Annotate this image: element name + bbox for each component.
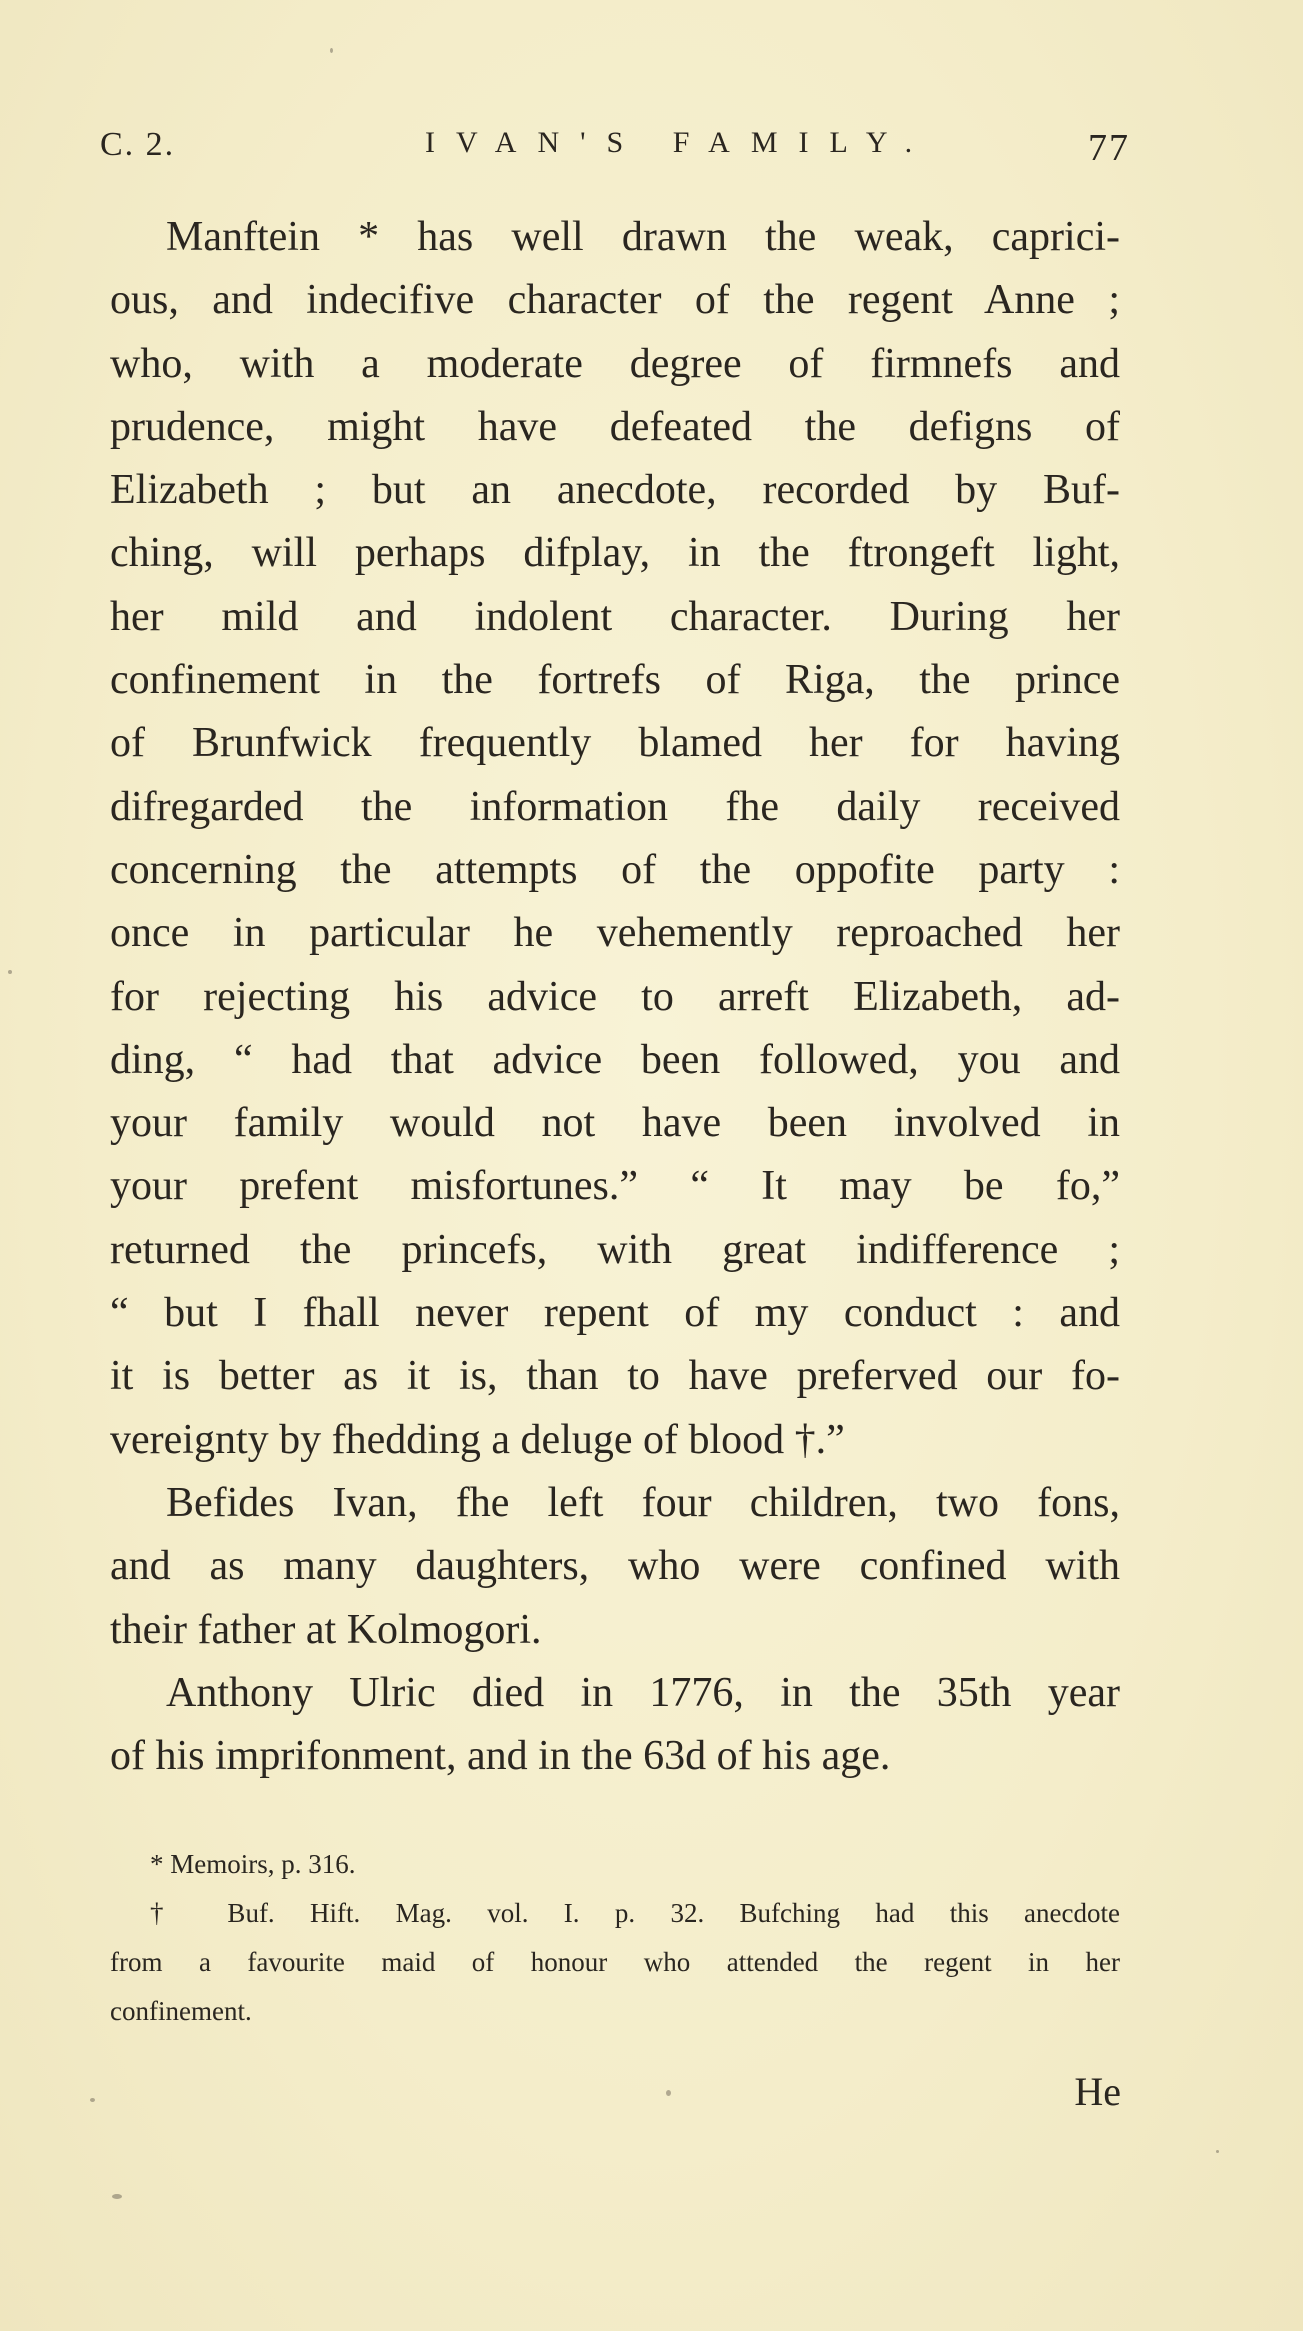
paper-speck xyxy=(112,2194,122,2199)
section-marker: C. 2. xyxy=(100,126,176,163)
paper-speck xyxy=(1216,2150,1219,2153)
footnote-continuation: confinement. xyxy=(110,1996,252,2026)
text-line: Manftein * has well drawn the weak, caprici- xyxy=(166,214,1120,260)
text-line: vereignty by fhedding a deluge of blood †.” xyxy=(110,1416,845,1463)
catchword: He xyxy=(1074,2069,1121,2114)
text-line: your prefent misfortunes.” “ It may be fo,” xyxy=(110,1163,1120,1210)
text-line: confinement in the fortrefs of Riga, the prince xyxy=(110,657,1120,704)
paper-speck xyxy=(8,970,12,974)
text-line: her mild and indolent character. During her xyxy=(110,593,1120,640)
text-line: difregarded the information fhe daily received xyxy=(110,783,1120,830)
text-line: ous, and indecifive character of the regent Anne ; xyxy=(110,277,1120,324)
text-line: “ but I fhall never repent of my conduct : and xyxy=(110,1290,1120,1337)
text-line: of Brunfwick frequently blamed her for having xyxy=(110,720,1120,767)
running-title: IVAN'S FAMILY. xyxy=(425,126,934,159)
text-line: concerning the attempts of the oppofite party : xyxy=(110,846,1120,893)
text-line: prudence, might have defeated the defigns of xyxy=(110,403,1120,450)
paper-speck xyxy=(90,2098,95,2102)
text-line: returned the princefs, with great indifference ; xyxy=(110,1226,1120,1273)
text-line: Elizabeth ; but an anecdote, recorded by Buf- xyxy=(110,467,1120,514)
text-line: for rejecting his advice to arreft Elizabeth, ad- xyxy=(110,973,1120,1020)
text-line: ching, will perhaps difplay, in the ftrongeft light, xyxy=(110,530,1120,577)
footnote: † Buf. Hift. Mag. vol. I. p. 32. Bufching had this anecdote xyxy=(150,1898,1120,1928)
text-line: Anthony Ulric died in 1776, in the 35th year xyxy=(166,1669,1120,1716)
text-line: ding, “ had that advice been followed, you and xyxy=(110,1036,1120,1083)
footnote-continuation: from a favourite maid of honour who attended the regent in her xyxy=(110,1947,1120,1977)
footnotes xyxy=(110,1840,1120,2036)
text-line: it is better as it is, than to have preferved our fo- xyxy=(110,1353,1120,1400)
page-header xyxy=(100,126,1140,176)
footnote: * Memoirs, p. 316. xyxy=(150,1849,356,1879)
body-text xyxy=(110,206,1120,1788)
page-number: 77 xyxy=(1088,127,1130,169)
paper-speck xyxy=(666,2090,671,2096)
text-line: once in particular he vehemently reproached her xyxy=(110,910,1120,957)
paper-speck xyxy=(330,48,333,53)
text-line: of his imprifonment, and in the 63d of his age. xyxy=(110,1733,891,1780)
text-line: and as many daughters, who were confined with xyxy=(110,1543,1120,1590)
text-line: who, with a moderate degree of firmnefs and xyxy=(110,340,1120,387)
text-line: their father at Kolmogori. xyxy=(110,1606,542,1653)
text-line: Befides Ivan, fhe left four children, two fons, xyxy=(166,1479,1120,1526)
text-line: your family would not have been involved in xyxy=(110,1100,1120,1147)
